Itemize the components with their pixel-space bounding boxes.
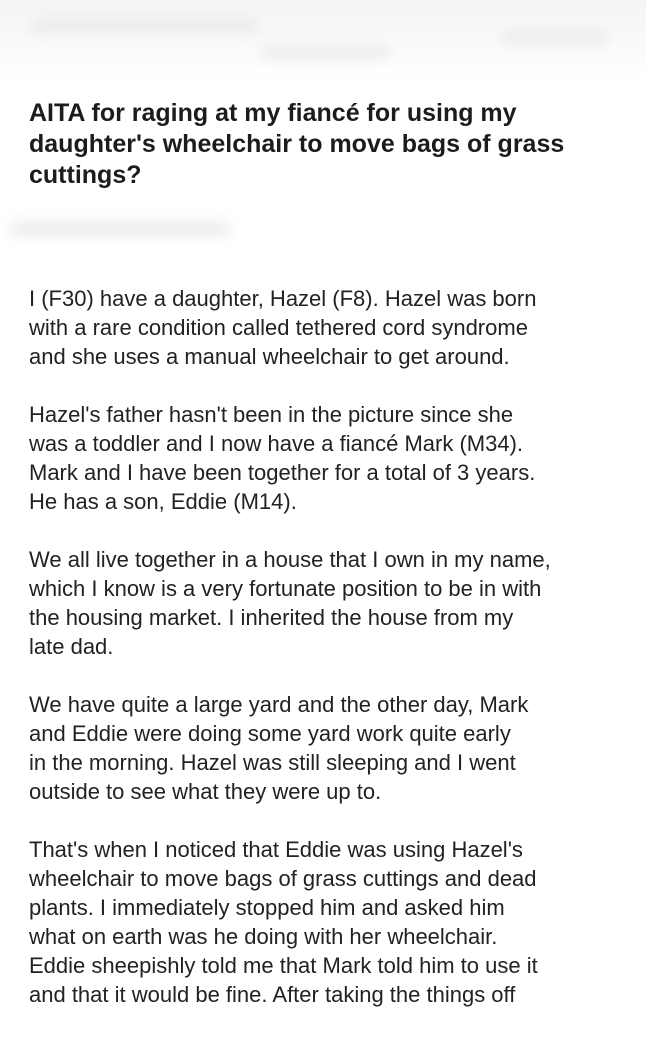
post-title: AITA for raging at my fiancé for using my daughter's wheelchair to move bags of grass cuttings? (29, 99, 565, 189)
post-paragraph: That's when I noticed that Eddie was using Hazel's wheelchair to move bags of grass cuttings and dead plants. I immediately stopped him and asked him what on earth was he doing with her wheelchair. Eddie sheepishly told me that Mark told him to use it and that it would be fine. After taking the things off (29, 837, 538, 1007)
blurred-meta-bar (10, 221, 230, 237)
blurred-header-bar (30, 18, 260, 34)
post-body (29, 284, 629, 1038)
post-paragraph: We all live together in a house that I own in my name, which I know is a very fortunate position to be in with the housing market. I inherited the house from my late dad. (29, 547, 551, 659)
blurred-header-bar (260, 45, 390, 59)
post-paragraph: I (F30) have a daughter, Hazel (F8). Hazel was born with a rare condition called tethered cord syndrome and she uses a manual wheelchair to get around. (29, 286, 537, 369)
post-paragraph: We have quite a large yard and the other day, Mark and Eddie were doing some yard work quite early in the morning. Hazel was still sleeping and I went outside to see what they were up to. (29, 692, 529, 804)
blurred-header-area (0, 0, 646, 80)
blurred-meta-area (0, 205, 300, 255)
post-paragraph: Hazel's father hasn't been in the picture since she was a toddler and I now have a fiancé Mark (M34). Mark and I have been together for a total of 3 years. He has a son, Eddie (M14). (29, 402, 536, 514)
blurred-header-bar (500, 30, 610, 44)
